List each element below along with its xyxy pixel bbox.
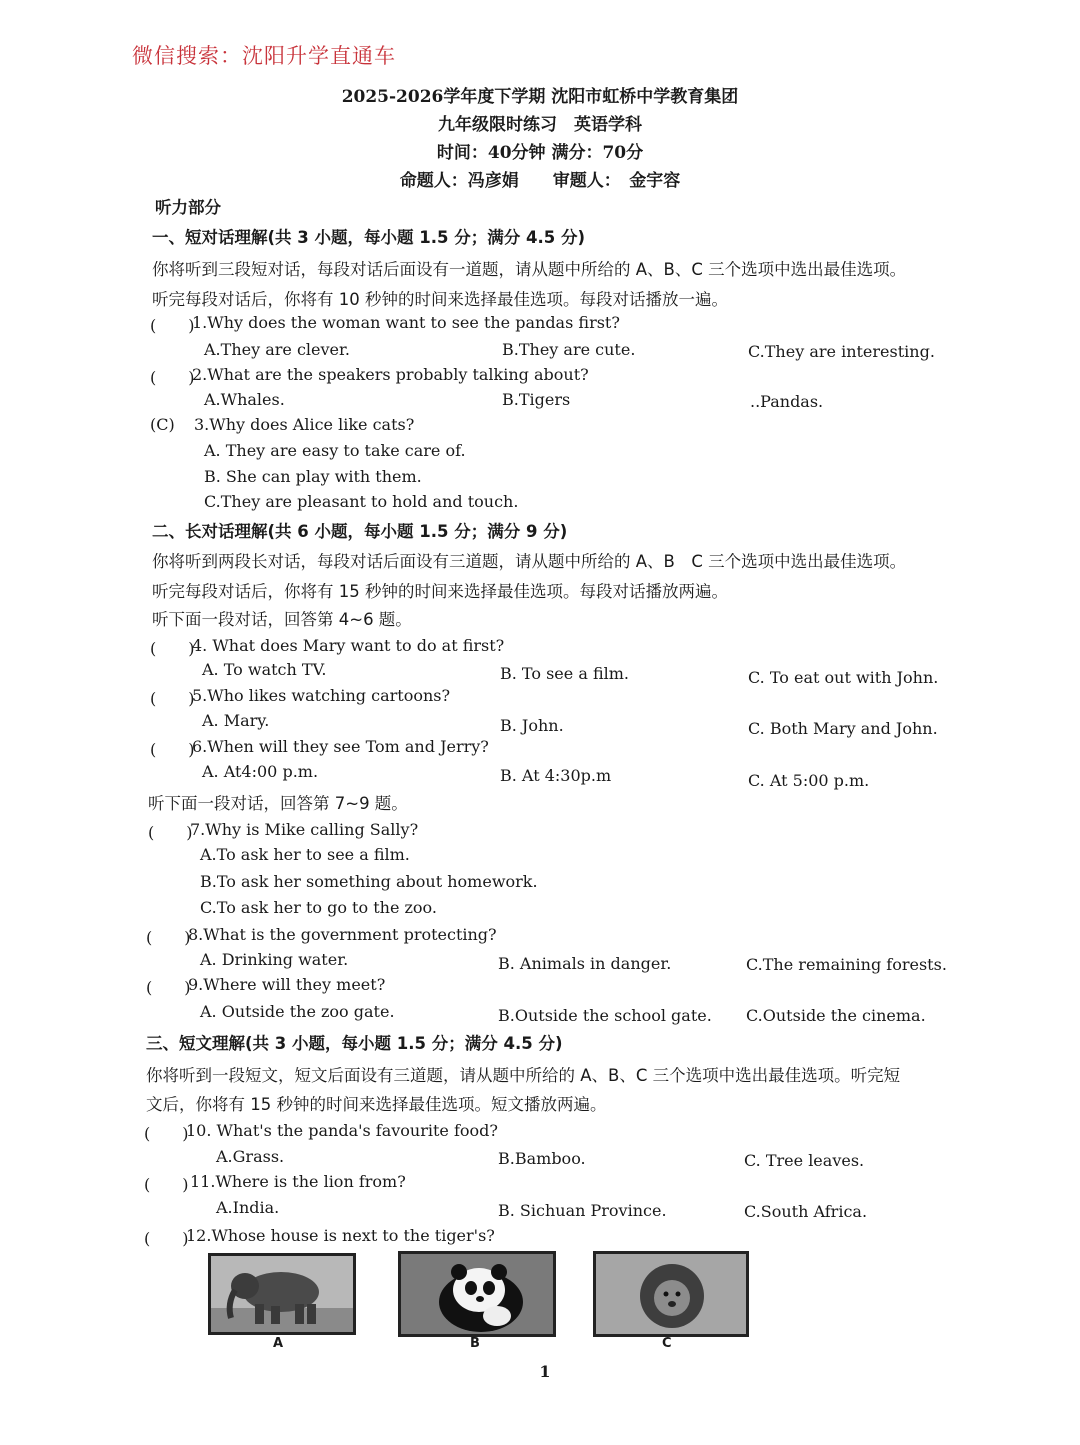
q11-text: 11.Where is the lion from? xyxy=(190,1172,406,1191)
q5-text: 5.Who likes watching cartoons? xyxy=(192,686,451,705)
q9-option-b[interactable]: B.Outside the school gate. xyxy=(498,1006,712,1025)
q10-text: 10. What's the panda's favourite food? xyxy=(186,1121,498,1140)
q5-answer-blank[interactable]: ( ) xyxy=(150,689,195,708)
q5-option-c[interactable]: C. Both Mary and John. xyxy=(748,719,938,738)
section1-instr1: 你将听到三段短对话，每段对话后面设有一道题，请从题中所给的 A、B、C 三个选项中选出最佳选项。 xyxy=(152,260,907,279)
q1-option-a[interactable]: A.They are clever. xyxy=(204,340,350,359)
q8-text: 8.What is the government protecting? xyxy=(188,925,497,944)
section3-title: 三、短文理解(共 3 小题，每小题 1.5 分；满分 4.5 分) xyxy=(146,1034,563,1053)
q8-option-c[interactable]: C.The remaining forests. xyxy=(746,955,947,974)
q1-answer-blank[interactable]: ( ) xyxy=(150,316,195,335)
header-authors: 命题人：冯彦娟 审题人： 金宇容 xyxy=(399,171,681,191)
part-title: 听力部分 xyxy=(155,198,221,217)
lion-illustration xyxy=(596,1254,746,1334)
q1-text: 1.Why does the woman want to see the pandas first? xyxy=(192,313,620,332)
q11-option-b[interactable]: B. Sichuan Province. xyxy=(498,1201,667,1220)
page-number: 1 xyxy=(539,1362,551,1381)
q7-option-a[interactable]: A.To ask her to see a film. xyxy=(200,845,410,864)
q6-option-c[interactable]: C. At 5:00 p.m. xyxy=(748,771,870,790)
q11-option-a[interactable]: A.India. xyxy=(216,1198,280,1217)
q3-answer-blank[interactable]: (C) xyxy=(150,415,175,434)
section3-instr1: 你将听到一段短文，短文后面设有三道题，请从题中所给的 A、B、C 三个选项中选出最佳选项。听完短 xyxy=(146,1066,901,1085)
q11-option-c[interactable]: C.South Africa. xyxy=(744,1202,868,1221)
q4-option-c[interactable]: C. To eat out with John. xyxy=(748,668,939,687)
panda-image[interactable] xyxy=(398,1251,556,1337)
lion-image[interactable] xyxy=(593,1251,749,1337)
q12-label-a: A xyxy=(273,1336,284,1351)
elephant-image[interactable] xyxy=(208,1253,356,1335)
q4-option-b[interactable]: B. To see a film. xyxy=(500,664,629,683)
q2-option-c[interactable]: ..Pandas. xyxy=(750,392,824,411)
q7-answer-blank[interactable]: ( ) xyxy=(148,823,193,842)
q7-option-b[interactable]: B.To ask her something about homework. xyxy=(200,872,538,891)
q10-option-b[interactable]: B.Bamboo. xyxy=(498,1149,586,1168)
q6-answer-blank[interactable]: ( ) xyxy=(150,740,195,759)
section2-sub2: 听下面一段对话，回答第 7~9 题。 xyxy=(148,794,408,813)
header-subject: 九年级限时练习 英语学科 xyxy=(438,115,642,135)
q2-option-a[interactable]: A.Whales. xyxy=(204,390,285,409)
q12-answer-blank[interactable]: ( ) xyxy=(144,1229,189,1248)
q8-option-a[interactable]: A. Drinking water. xyxy=(200,950,349,969)
q2-text: 2.What are the speakers probably talking about? xyxy=(192,365,589,384)
section1-instr2: 听完每段对话后，你将有 10 秒钟的时间来选择最佳选项。每段对话播放一遍。 xyxy=(152,290,728,309)
q9-option-c[interactable]: C.Outside the cinema. xyxy=(746,1006,926,1025)
q10-option-a[interactable]: A.Grass. xyxy=(216,1147,285,1166)
q8-option-b[interactable]: B. Animals in danger. xyxy=(498,954,672,973)
q9-text: 9.Where will they meet? xyxy=(188,975,386,994)
header-time: 时间：40分钟 满分：70分 xyxy=(436,143,644,163)
q10-answer-blank[interactable]: ( ) xyxy=(144,1124,189,1143)
q1-option-c[interactable]: C.They are interesting. xyxy=(748,342,935,361)
section3-instr2: 文后，你将有 15 秒钟的时间来选择最佳选项。短文播放两遍。 xyxy=(146,1095,607,1114)
elephant-illustration xyxy=(211,1256,353,1332)
header-school: 2025-2026学年度下学期 沈阳市虹桥中学教育集团 xyxy=(341,87,739,107)
panda-illustration xyxy=(401,1254,553,1334)
q2-answer-blank[interactable]: ( ) xyxy=(150,368,195,387)
q12-text: 12.Whose house is next to the tiger's? xyxy=(186,1226,495,1245)
q10-option-c[interactable]: C. Tree leaves. xyxy=(744,1151,865,1170)
q5-option-b[interactable]: B. John. xyxy=(500,716,564,735)
section2-title: 二、长对话理解(共 6 小题，每小题 1.5 分；满分 9 分) xyxy=(152,522,568,541)
q1-option-b[interactable]: B.They are cute. xyxy=(502,340,636,359)
q6-option-b[interactable]: B. At 4:30p.m xyxy=(500,766,612,785)
q7-text: 7.Why is Mike calling Sally? xyxy=(190,820,419,839)
watermark: 微信搜索：沈阳升学直通车 xyxy=(132,44,396,68)
q12-label-b: B xyxy=(470,1336,480,1351)
section2-instr1: 你将听到两段长对话，每段对话后面设有三道题，请从题中所给的 A、B C 三个选项中选出最佳选项。 xyxy=(152,552,907,571)
q4-text: 4. What does Mary want to do at first? xyxy=(192,636,505,655)
q8-answer-blank[interactable]: ( ) xyxy=(146,928,191,947)
section2-instr2: 听完每段对话后，你将有 15 秒钟的时间来选择最佳选项。每段对话播放两遍。 xyxy=(152,582,728,601)
section1-title: 一、短对话理解(共 3 小题，每小题 1.5 分；满分 4.5 分) xyxy=(152,228,585,247)
section2-sub1: 听下面一段对话，回答第 4~6 题。 xyxy=(152,610,412,629)
q3-option-b[interactable]: B. She can play with them. xyxy=(204,467,422,486)
q11-answer-blank[interactable]: ( ) xyxy=(144,1175,189,1194)
q6-option-a[interactable]: A. At4:00 p.m. xyxy=(202,762,319,781)
q9-option-a[interactable]: A. Outside the zoo gate. xyxy=(200,1002,395,1021)
q4-option-a[interactable]: A. To watch TV. xyxy=(202,660,327,679)
q6-text: 6.When will they see Tom and Jerry? xyxy=(192,737,489,756)
q4-answer-blank[interactable]: ( ) xyxy=(150,639,195,658)
q3-option-c[interactable]: C.They are pleasant to hold and touch. xyxy=(204,492,519,511)
q9-answer-blank[interactable]: ( ) xyxy=(146,978,191,997)
q12-label-c: C xyxy=(662,1336,672,1351)
q3-text: 3.Why does Alice like cats? xyxy=(194,415,415,434)
q7-option-c[interactable]: C.To ask her to go to the zoo. xyxy=(200,898,437,917)
q3-option-a[interactable]: A. They are easy to take care of. xyxy=(204,441,466,460)
q5-option-a[interactable]: A. Mary. xyxy=(202,711,270,730)
q2-option-b[interactable]: B.Tigers xyxy=(502,390,571,409)
